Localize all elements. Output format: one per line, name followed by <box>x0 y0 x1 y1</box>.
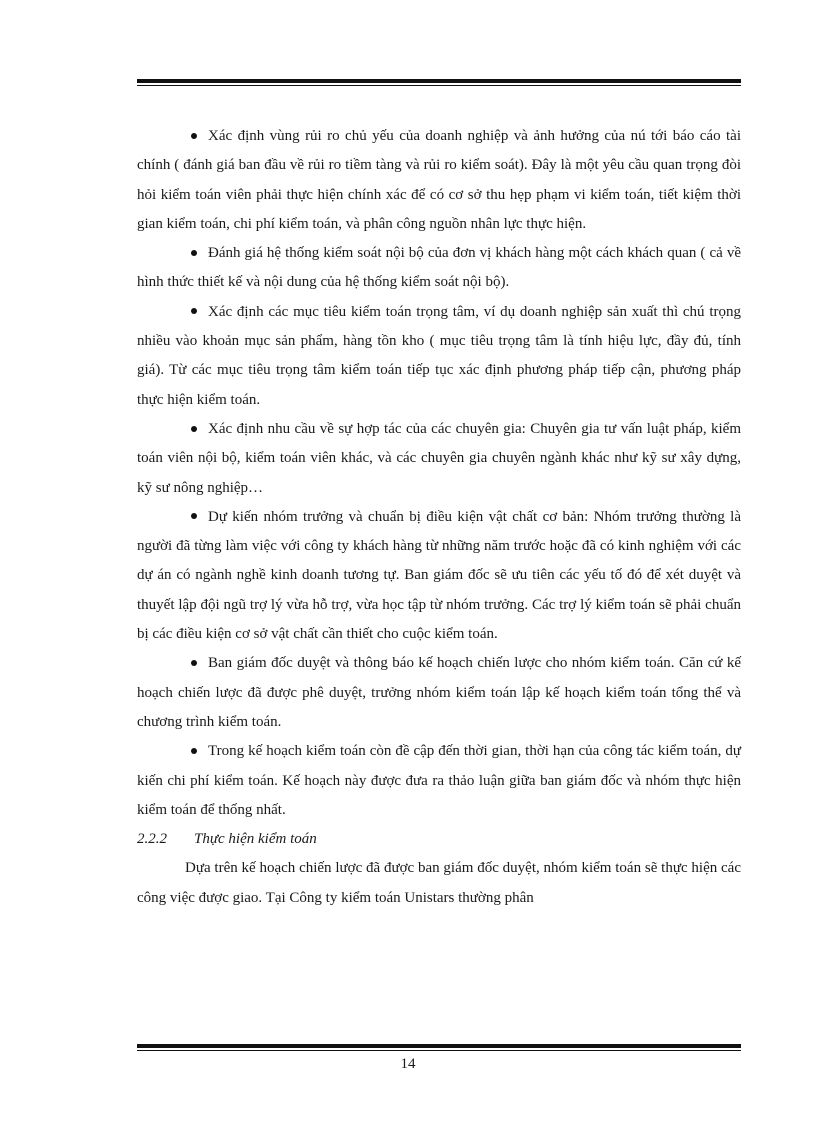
bullet-icon <box>191 748 197 754</box>
section-title: Thực hiện kiểm toán <box>194 831 317 848</box>
page-content <box>137 122 741 913</box>
bullet-paragraph: Xác định vùng rủi ro chủ yếu của doanh nghiệp và ảnh hưởng của nú tới báo cáo tài chính ( đánh giá ban đầu về rủi ro tiềm tàng và rủi ro kiểm soát). Đây là một yêu cầu quan trọng đòi hỏi kiểm toán viên phải thực hiện chính xác để có cơ sở thu hẹp phạm vi kiểm toán, tiết kiệm thời gian kiểm toán, chi phí kiểm toán, và phân công nguồn nhân lực thực hiện. <box>137 128 741 232</box>
bullet-paragraph: Ban giám đốc duyệt và thông báo kế hoạch chiến lược cho nhóm kiểm toán. Căn cứ kế hoạch chiến lược đã được phê duyệt, trưởng nhóm kiểm toán lập kế hoạch kiểm toán tổng thể và chương trình kiểm toán. <box>137 655 741 730</box>
page-number: 14 <box>400 1056 416 1072</box>
bullet-paragraph: Dự kiến nhóm trưởng và chuẩn bị điều kiện vật chất cơ bản: Nhóm trưởng thường là người đã từng làm việc với công ty khách hàng từ những năm trước hoặc đã có kinh nghiệm với các dự án có ngành nghề kinh doanh tương tự. Ban giám đốc sẽ ưu tiên các yếu tố đó để xét duyệt và thuyết lập đội ngũ trợ lý vừa hỗ trợ, vừa học tập từ nhóm trưởng. Các trợ lý kiểm toán sẽ phải chuẩn bị các điều kiện cơ sở vật chất cần thiết cho cuộc kiểm toán. <box>137 508 741 643</box>
section-heading <box>137 825 741 854</box>
header-rule <box>137 79 741 86</box>
bullet-paragraph: Đánh giá hệ thống kiểm soát nội bộ của đơn vị khách hàng một cách khách quan ( cả về hình thức thiết kế và nội dung của hệ thống kiểm soát nội bộ). <box>137 245 741 291</box>
bullet-icon <box>191 133 197 139</box>
bullet-paragraph: Trong kế hoạch kiểm toán còn đề cập đến thời gian, thời hạn của công tác kiểm toán, dự kiến chi phí kiểm toán. Kế hoạch này được đưa ra thảo luận giữa ban giám đốc và nhóm thực hiện kiểm toán để thống nhất. <box>137 743 741 818</box>
bullet-paragraph: Xác định nhu cầu về sự hợp tác của các chuyên gia: Chuyên gia tư vấn luật pháp, kiểm toán viên nội bộ, kiểm toán viên khác, và các chuyên gia chuyên ngành khác như kỹ sư xây dựng, kỹ sư nông nghiệp… <box>137 420 741 496</box>
bullet-icon <box>191 308 197 314</box>
section-number: 2.2.2 <box>137 831 167 848</box>
bullet-icon <box>191 513 197 519</box>
bullet-icon <box>191 250 197 256</box>
footer-rule <box>137 1044 741 1051</box>
bullet-icon <box>191 660 197 666</box>
body-paragraph: Dựa trên kế hoạch chiến lược đã được ban giám đốc duyệt, nhóm kiểm toán sẽ thực hiện các công việc được giao. Tại Công ty kiểm toán Unistars thường phân <box>137 860 741 906</box>
bullet-paragraph: Xác định các mục tiêu kiểm toán trọng tâm, ví dụ doanh nghiệp sản xuất thì chú trọng nhiều vào khoản mục sản phẩm, hàng tồn kho ( mục tiêu trọng tâm là tính hiệu lực, đầy đủ, tính giá). Từ các mục tiêu trọng tâm kiểm toán tiếp tục xác định phương pháp tiếp cận, phương pháp thực hiện kiểm toán. <box>137 303 741 408</box>
bullet-icon <box>191 426 197 432</box>
